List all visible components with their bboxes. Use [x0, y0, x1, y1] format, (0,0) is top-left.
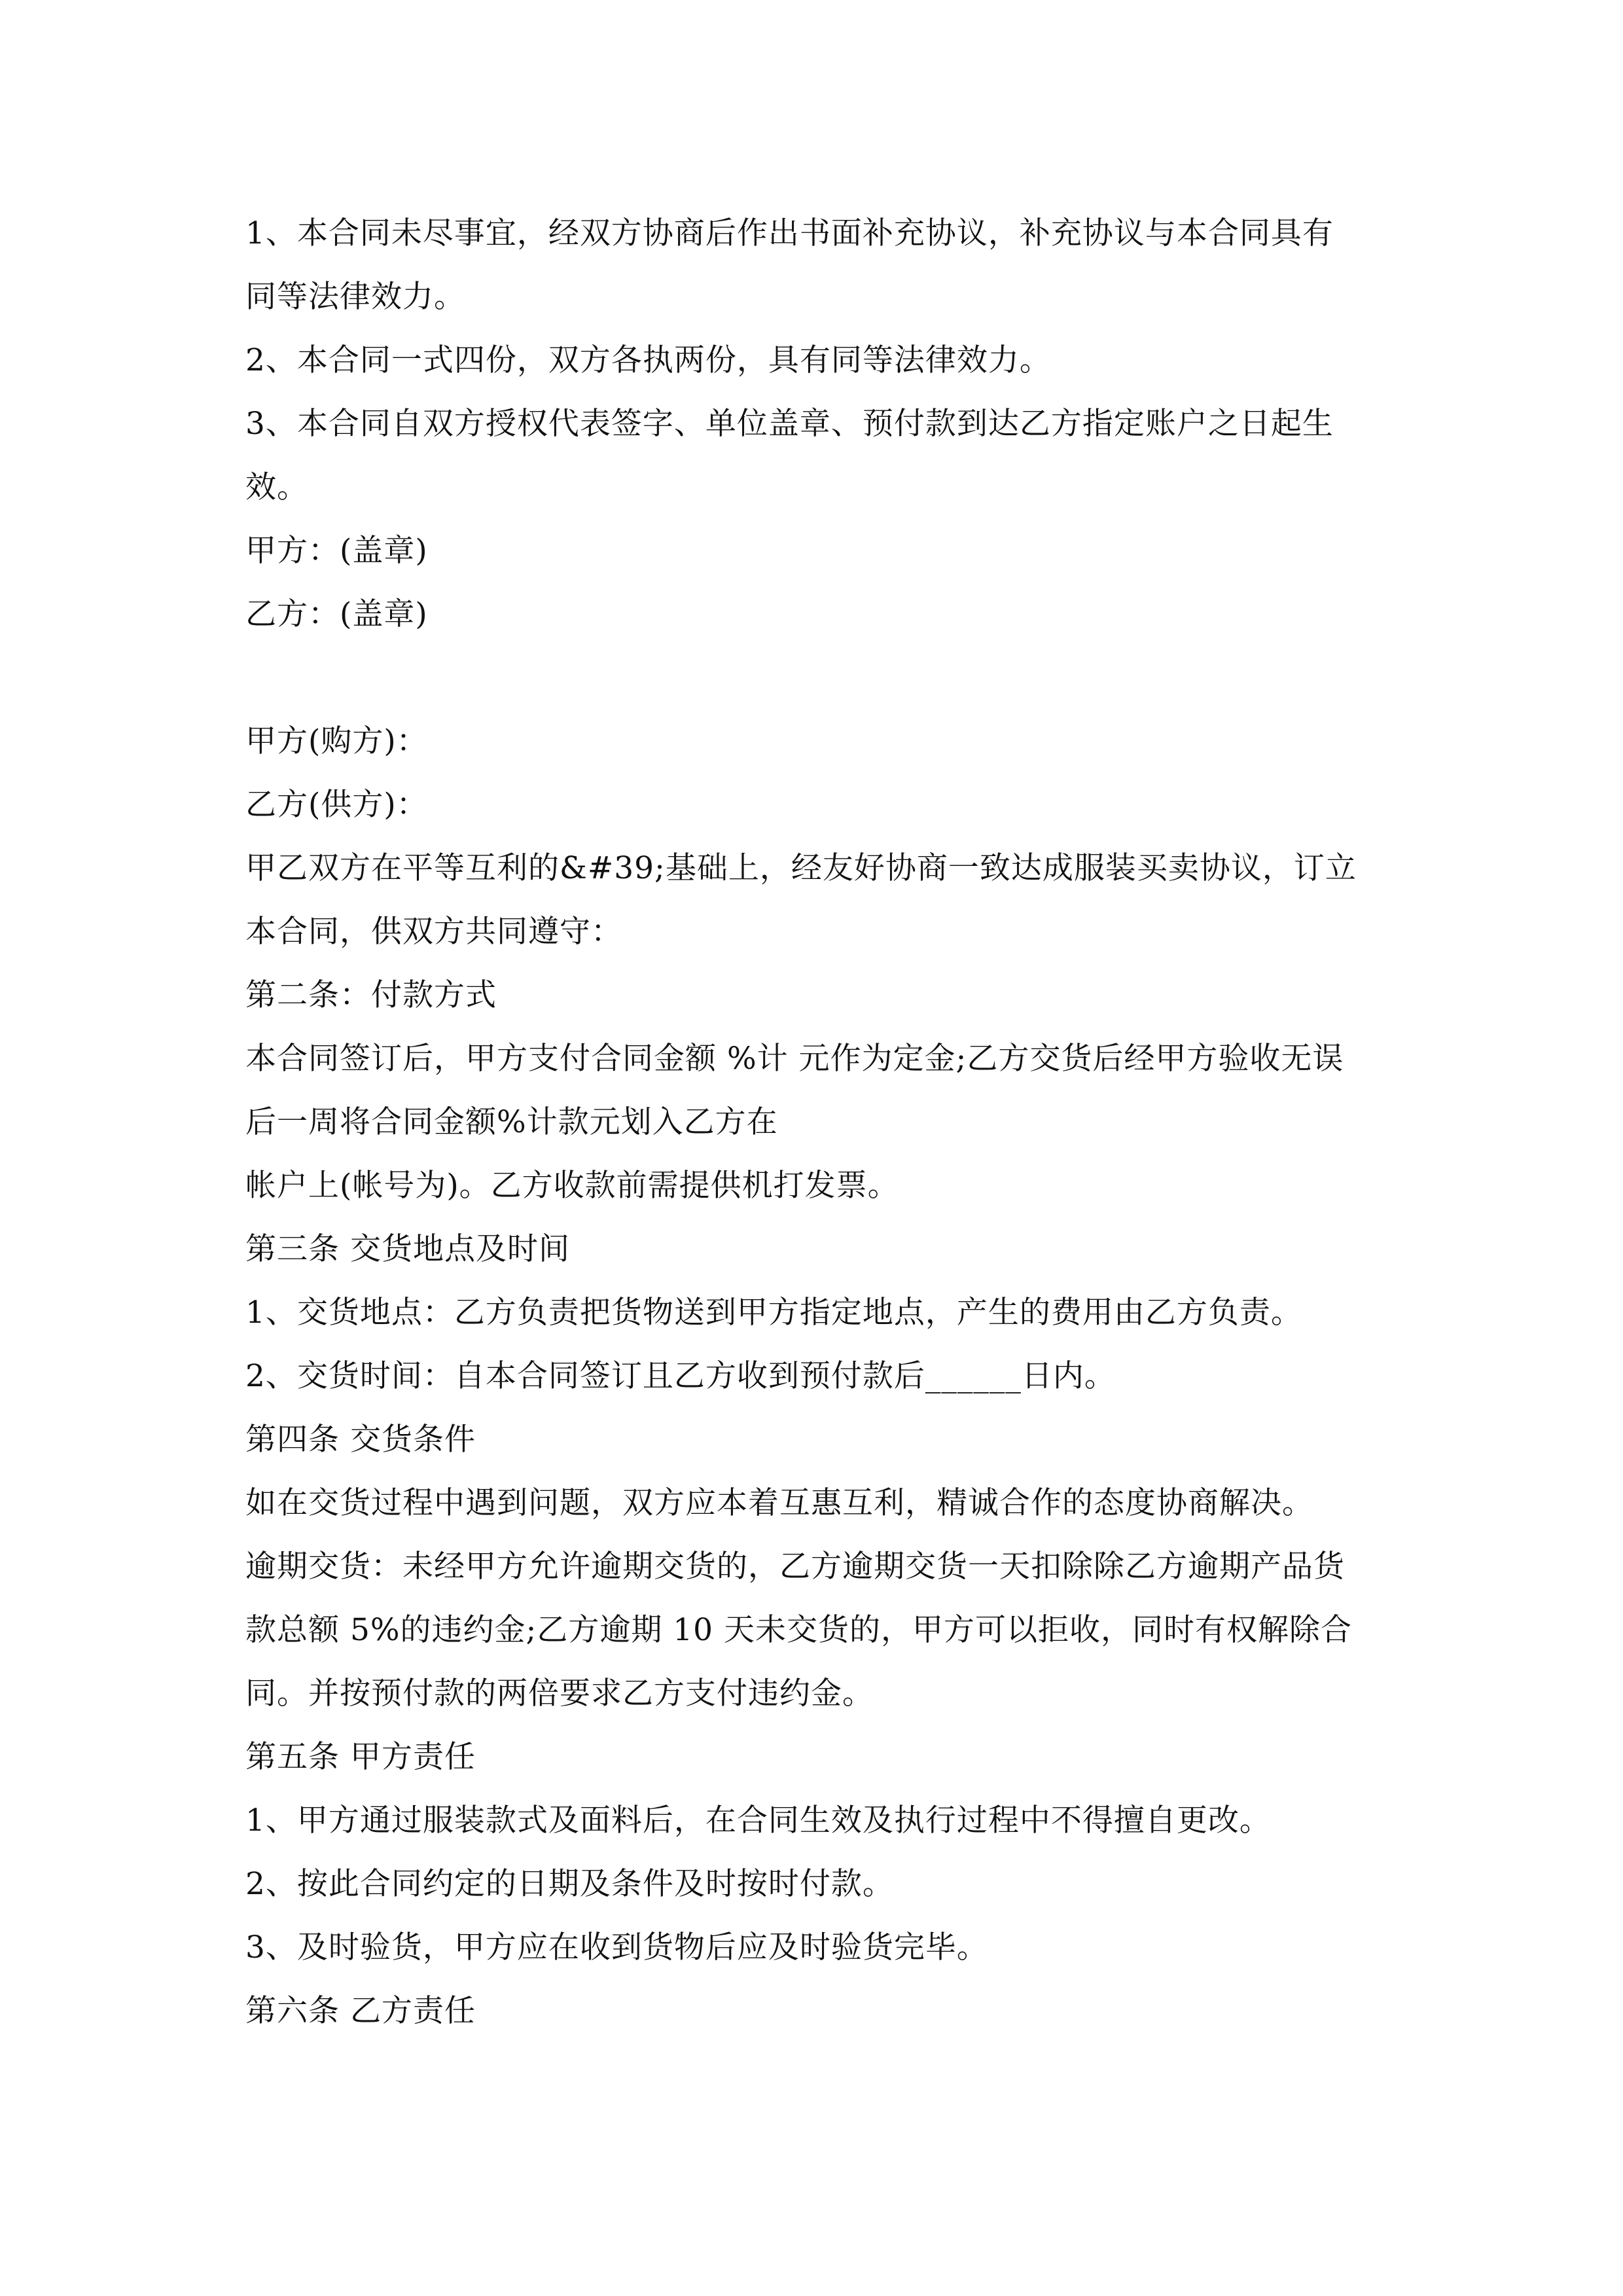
- article-5-heading: 第五条 甲方责任: [245, 1739, 476, 1775]
- contract-text: [245, 202, 1384, 2043]
- clause-3-line-2: 效。: [245, 469, 308, 505]
- article-4-line-3: 款总额 5%的违约金;乙方逾期 10 天未交货的，甲方可以拒收，同时有权解除合: [245, 1612, 1353, 1648]
- article-3-item-1: 1、交货地点：乙方负责把货物送到甲方指定地点，产生的费用由乙方负责。: [245, 1295, 1302, 1331]
- party-b-seal: 乙方：(盖章): [245, 596, 428, 632]
- article-3-heading: 第三条 交货地点及时间: [245, 1231, 570, 1267]
- article-6-heading: 第六条 乙方责任: [245, 1993, 476, 2029]
- article-3-item-2: 2、交货时间：自本合同签订且乙方收到预付款后______日内。: [245, 1358, 1116, 1394]
- clause-2: 2、本合同一式四份，双方各执两份，具有同等法律效力。: [245, 342, 1051, 378]
- clause-1-line-2: 同等法律效力。: [245, 279, 465, 315]
- article-5-item-3: 3、及时验货，甲方应在收到货物后应及时验货完毕。: [245, 1929, 988, 1965]
- article-2-line-3: 帐户上(帐号为)。乙方收款前需提供机打发票。: [245, 1168, 899, 1204]
- preamble-line-2: 本合同，供双方共同遵守：: [245, 914, 622, 950]
- preamble-line-1: 甲乙双方在平等互利的&#39;基础上，经友好协商一致达成服装买卖协议，订立: [245, 850, 1357, 886]
- clause-3-line-1: 3、本合同自双方授权代表签字、单位盖章、预付款到达乙方指定账户之日起生: [245, 406, 1334, 442]
- article-4-heading: 第四条 交货条件: [245, 1422, 476, 1458]
- article-2-line-2: 后一周将合同金额%计款元划入乙方在: [245, 1104, 778, 1140]
- party-a-buyer: 甲方(购方)：: [245, 723, 428, 759]
- party-b-supplier: 乙方(供方)：: [245, 787, 428, 823]
- blank-line: [245, 646, 1384, 709]
- article-2-line-1: 本合同签订后，甲方支付合同金额 %计 元作为定金;乙方交货后经甲方验收无误: [245, 1041, 1344, 1077]
- article-4-line-1: 如在交货过程中遇到问题，双方应本着互惠互利，精诚合作的态度协商解决。: [245, 1485, 1313, 1521]
- article-5-item-2: 2、按此合同约定的日期及条件及时按时付款。: [245, 1866, 894, 1902]
- article-2-heading: 第二条：付款方式: [245, 977, 497, 1013]
- article-4-line-4: 同。并按预付款的两倍要求乙方支付违约金。: [245, 1676, 874, 1712]
- party-a-seal: 甲方：(盖章): [245, 533, 428, 569]
- article-4-line-2: 逾期交货：未经甲方允许逾期交货的，乙方逾期交货一天扣除除乙方逾期产品货: [245, 1549, 1345, 1585]
- clause-1-line-1: 1、本合同未尽事宜，经双方协商后作出书面补充协议，补充协议与本合同具有: [245, 215, 1334, 251]
- article-5-item-1: 1、甲方通过服装款式及面料后，在合同生效及执行过程中不得擅自更改。: [245, 1803, 1271, 1839]
